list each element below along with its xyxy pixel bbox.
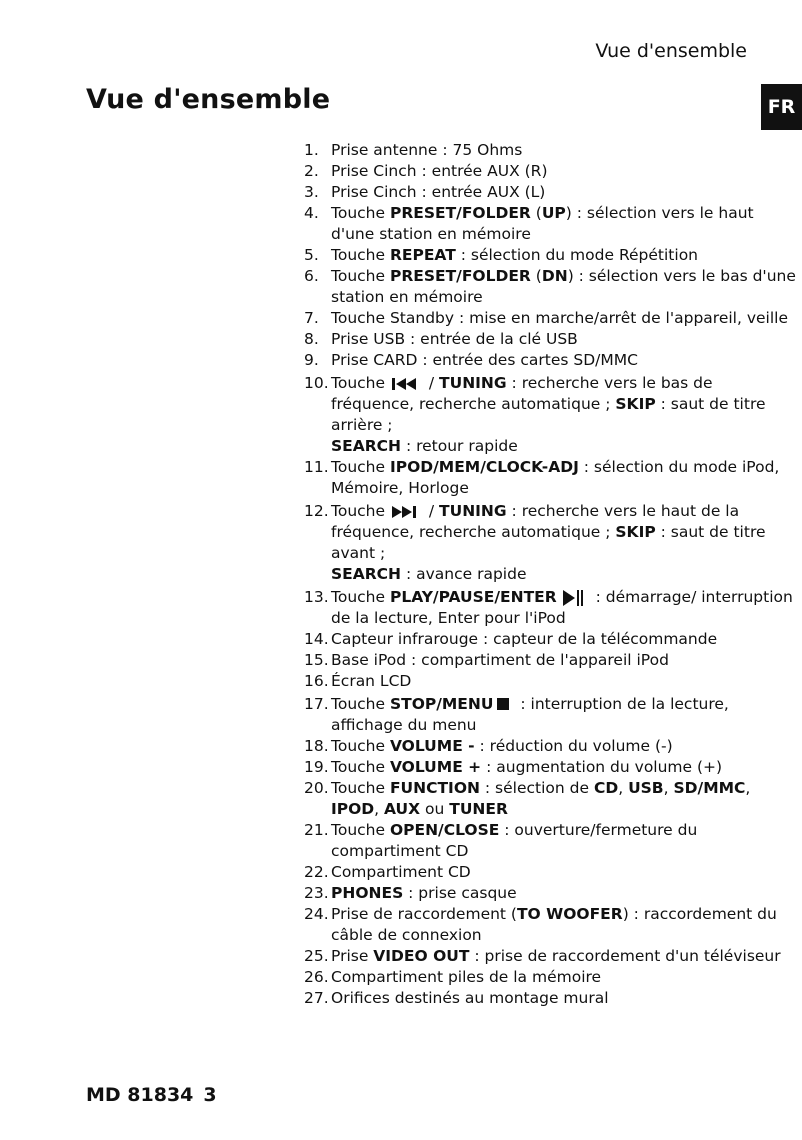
item-text: Touche	[331, 737, 390, 755]
item-text: : saut de titre avant ;	[331, 523, 766, 562]
item-number: 12.	[304, 502, 329, 520]
item-number: 18.	[304, 737, 329, 755]
item-text: Touche	[331, 758, 390, 776]
item-text: ) : raccordement du câble de connexion	[331, 905, 777, 944]
list-item	[304, 946, 796, 967]
item-text: Touche	[331, 246, 390, 264]
item-text: ou	[420, 800, 450, 818]
item-text: TUNING	[439, 374, 507, 392]
play-pause-icon	[563, 590, 585, 606]
item-text: SEARCH	[331, 437, 402, 455]
item-text: DN	[541, 267, 568, 285]
item-text: : augmentation du volume (+)	[481, 758, 723, 776]
item-number: 10.	[304, 374, 329, 392]
stop-icon	[497, 698, 509, 710]
list-item	[304, 161, 796, 182]
list-item	[304, 988, 796, 1009]
list-item	[304, 671, 796, 692]
item-text: Base iPod : compartiment de l'appareil iPod	[331, 651, 669, 669]
item-number: 8.	[304, 330, 319, 348]
list-item	[304, 245, 796, 266]
item-text: Capteur infrarouge : capteur de la télécommande	[331, 630, 718, 648]
item-number: 23.	[304, 884, 329, 902]
item-text: USB	[628, 779, 664, 797]
item-number: 27.	[304, 989, 329, 1007]
model-number: MD 81834	[86, 1084, 194, 1106]
item-text: : prise de raccordement d'un téléviseur	[469, 947, 781, 965]
item-text: IPOD	[331, 800, 375, 818]
list-item	[304, 308, 796, 329]
item-number: 5.	[304, 246, 319, 264]
list-item	[304, 629, 796, 650]
item-text: Prise de raccordement (	[331, 905, 517, 923]
item-text: OPEN/CLOSE	[389, 821, 500, 839]
list-item	[304, 373, 796, 457]
item-text: : retour rapide	[401, 437, 518, 455]
item-text: Touche	[331, 267, 390, 285]
item-number: 14.	[304, 630, 329, 648]
item-text: : avance rapide	[401, 565, 527, 583]
list-item	[304, 350, 796, 371]
list-item	[304, 904, 796, 946]
item-number: 6.	[304, 267, 319, 285]
item-number: 4.	[304, 204, 319, 222]
item-number: 26.	[304, 968, 329, 986]
item-text: REPEAT	[389, 246, 456, 264]
list-item	[304, 757, 796, 778]
running-header: Vue d'ensemble	[595, 40, 747, 62]
item-text: SKIP	[615, 395, 656, 413]
item-text: ,	[663, 779, 674, 797]
item-text: UP	[541, 204, 566, 222]
item-text: Touche	[331, 779, 390, 797]
list-item	[304, 457, 796, 499]
item-text: Touche Standby : mise en marche/arrêt de l'appareil, veille	[331, 309, 788, 327]
item-text: : recherche vers le haut de la fréquence, recherche automatique ;	[331, 502, 740, 541]
item-text: : sélection du mode Répétition	[455, 246, 698, 264]
item-text: Prise Cinch : entrée AUX (R)	[331, 162, 548, 180]
item-text: Touche	[331, 588, 390, 606]
list-item	[304, 967, 796, 988]
item-number: 13.	[304, 588, 329, 606]
page-footer	[86, 1084, 217, 1106]
item-number: 22.	[304, 863, 329, 881]
item-number: 11.	[304, 458, 329, 476]
list-item	[304, 587, 796, 629]
list-item	[304, 329, 796, 350]
item-text: TUNING	[439, 502, 507, 520]
item-text: PRESET/FOLDER	[389, 204, 531, 222]
item-text: Touche	[331, 204, 390, 222]
list-item	[304, 694, 796, 736]
item-number: 24.	[304, 905, 329, 923]
item-text: : sélection de	[479, 779, 594, 797]
item-number: 1.	[304, 141, 319, 159]
list-item	[304, 203, 796, 245]
item-text: ) : sélection vers le haut d'une station en mémoire	[331, 204, 754, 243]
item-number: 21.	[304, 821, 329, 839]
item-text: CD	[593, 779, 619, 797]
item-text: : réduction du volume (-)	[474, 737, 673, 755]
list-item	[304, 778, 796, 820]
list-item	[304, 501, 796, 585]
item-text: Prise	[331, 947, 374, 965]
item-text: STOP/MENU	[389, 695, 494, 713]
skip-forward-icon	[392, 506, 422, 518]
list-item	[304, 862, 796, 883]
item-number: 20.	[304, 779, 329, 797]
page-number: 3	[203, 1084, 217, 1106]
item-number: 19.	[304, 758, 329, 776]
language-tab: FR	[761, 84, 802, 130]
item-text: Touche	[331, 502, 390, 520]
item-text: : démarrage/ interruption de la lecture, Enter pour l'iPod	[331, 588, 793, 627]
item-number: 9.	[304, 351, 319, 369]
component-list	[304, 140, 796, 1009]
item-text: ) : sélection vers le bas d'une station en mémoire	[331, 267, 796, 306]
item-text: Touche	[331, 458, 390, 476]
skip-back-icon	[392, 378, 422, 390]
item-text: SEARCH	[331, 565, 402, 583]
list-item	[304, 820, 796, 862]
item-text: Écran LCD	[331, 672, 412, 690]
item-text: (	[530, 204, 542, 222]
item-text: Touche	[331, 695, 390, 713]
list-item	[304, 883, 796, 904]
item-text: VIDEO OUT	[373, 947, 470, 965]
item-text: (	[530, 267, 542, 285]
item-number: 17.	[304, 695, 329, 713]
item-text: PRESET/FOLDER	[389, 267, 531, 285]
item-text: Compartiment CD	[331, 863, 471, 881]
item-text: PLAY/PAUSE/ENTER	[389, 588, 557, 606]
item-text: ,	[618, 779, 629, 797]
item-text: PHONES	[331, 884, 404, 902]
item-text: IPOD/MEM/CLOCK-ADJ	[389, 458, 579, 476]
item-text: Touche	[331, 821, 390, 839]
item-number: 15.	[304, 651, 329, 669]
item-text: : recherche vers le bas de fréquence, recherche automatique ;	[331, 374, 713, 413]
item-text: VOLUME +	[389, 758, 482, 776]
item-text: ,	[745, 779, 751, 797]
item-number: 2.	[304, 162, 319, 180]
item-text: ,	[374, 800, 385, 818]
list-item	[304, 736, 796, 757]
item-number: 16.	[304, 672, 329, 690]
item-text: FUNCTION	[389, 779, 480, 797]
item-text: Orifices destinés au montage mural	[331, 989, 609, 1007]
item-text: SD/MMC	[673, 779, 746, 797]
list-item	[304, 140, 796, 161]
item-text: VOLUME -	[389, 737, 475, 755]
item-text: /	[423, 374, 440, 392]
list-item	[304, 650, 796, 671]
page-title: Vue d'ensemble	[86, 84, 331, 115]
item-text: /	[423, 502, 440, 520]
item-text: Prise Cinch : entrée AUX (L)	[331, 183, 546, 201]
item-text: : ouverture/fermeture du compartiment CD	[331, 821, 698, 860]
item-text: TUNER	[449, 800, 508, 818]
item-text: Compartiment piles de la mémoire	[331, 968, 602, 986]
item-text: Prise USB : entrée de la clé USB	[331, 330, 578, 348]
item-number: 3.	[304, 183, 319, 201]
list-item	[304, 182, 796, 203]
item-text: : sélection du mode iPod, Mémoire, Horloge	[331, 458, 780, 497]
item-text: TO WOOFER	[516, 905, 623, 923]
item-number: 25.	[304, 947, 329, 965]
item-text: : prise casque	[403, 884, 517, 902]
list-item	[304, 266, 796, 308]
item-text: SKIP	[615, 523, 656, 541]
item-text: AUX	[384, 800, 421, 818]
item-text: Prise antenne : 75 Ohms	[331, 141, 523, 159]
item-text: : saut de titre arrière ;	[331, 395, 766, 434]
item-number: 7.	[304, 309, 319, 327]
item-text: : interruption de la lecture, affichage du menu	[331, 695, 729, 734]
item-text: Touche	[331, 374, 390, 392]
item-text: Prise CARD : entrée des cartes SD/MMC	[331, 351, 638, 369]
